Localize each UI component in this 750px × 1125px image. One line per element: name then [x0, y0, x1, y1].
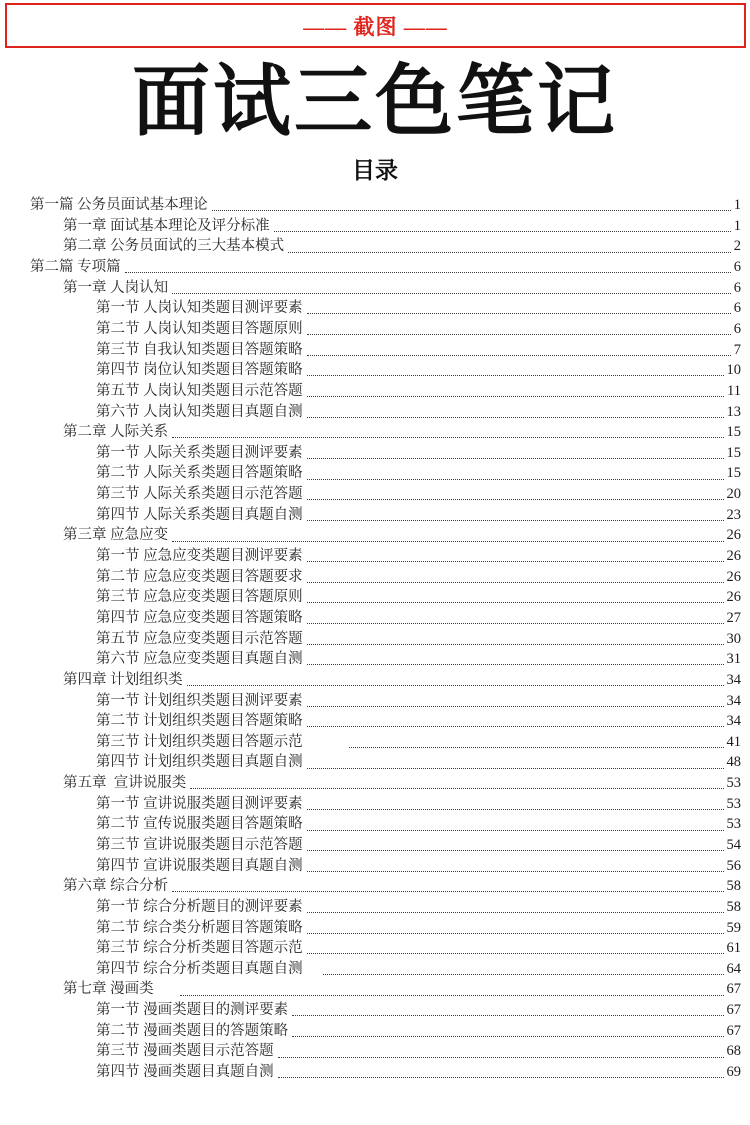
toc-entry — [30, 711, 741, 732]
toc-page-number: 10 — [726, 362, 741, 379]
toc-entry — [30, 236, 741, 257]
toc-entry-title: 第一节 综合分析题目的测评要素 — [96, 898, 303, 915]
toc-entry — [30, 608, 741, 629]
toc-page-number: 67 — [726, 1022, 741, 1039]
toc-dot-leader — [307, 726, 724, 727]
toc-entry — [30, 298, 741, 319]
toc-page-number: 15 — [726, 444, 741, 461]
toc-entry — [30, 670, 741, 691]
toc-entry-title: 第一节 人岗认知类题目测评要素 — [96, 300, 303, 317]
toc-gap — [303, 745, 345, 746]
toc-entry-title: 第二章 公务员面试的三大基本模式 — [63, 238, 285, 255]
toc-page-number: 11 — [727, 382, 741, 399]
toc-dot-leader — [307, 313, 731, 314]
toc-dot-leader — [292, 1036, 723, 1037]
toc-page-number: 53 — [726, 775, 741, 792]
toc-page-number: 27 — [726, 609, 741, 626]
toc-entry-title: 第四节 综合分析类题目真题自测 — [96, 960, 303, 977]
toc-dot-leader — [307, 582, 724, 583]
toc-entry — [30, 567, 741, 588]
toc-dot-leader — [307, 602, 724, 603]
toc-dot-leader — [307, 479, 724, 480]
toc-entry — [30, 546, 741, 567]
toc-page-number: 53 — [726, 816, 741, 833]
toc-entry — [30, 195, 741, 216]
toc-dot-leader — [307, 706, 724, 707]
toc-entry — [30, 402, 741, 423]
toc-entry — [30, 691, 741, 712]
toc-dot-leader — [187, 685, 724, 686]
toc-entry-title: 第一节 人际关系类题目测评要素 — [96, 444, 303, 461]
toc-entry-title: 第一章 人岗认知 — [63, 279, 169, 296]
toc-page-number: 58 — [726, 878, 741, 895]
toc-entry-title: 第一节 宣讲说服类题目测评要素 — [96, 795, 303, 812]
toc-dot-leader — [307, 520, 724, 521]
toc-page-number: 61 — [726, 940, 741, 957]
toc-entry — [30, 897, 741, 918]
toc-dot-leader — [307, 375, 724, 376]
toc-page-number: 26 — [726, 548, 741, 565]
toc-page-number: 34 — [726, 692, 741, 709]
toc-dot-leader — [307, 809, 724, 810]
toc-dot-leader — [307, 768, 724, 769]
toc-entry — [30, 278, 741, 299]
toc-entry — [30, 1000, 741, 1021]
toc-entry — [30, 1041, 741, 1062]
toc-page-number: 68 — [726, 1043, 741, 1060]
toc-entry-title: 第六节 人岗认知类题目真题自测 — [96, 403, 303, 420]
toc-entry-title: 第二篇 专项篇 — [30, 259, 121, 276]
toc-entry-title: 第四章 计划组织类 — [63, 671, 183, 688]
toc-entry-title: 第四节 岗位认知类题目答题策略 — [96, 362, 303, 379]
toc-page-number: 26 — [726, 589, 741, 606]
toc-entry — [30, 257, 741, 278]
toc-entry — [30, 340, 741, 361]
toc-entry-title: 第四节 应急应变类题目答题策略 — [96, 609, 303, 626]
toc-page-number: 34 — [726, 713, 741, 730]
screenshot-stamp-box — [5, 3, 746, 48]
toc-entry — [30, 360, 741, 381]
toc-entry-title: 第六章 综合分析 — [63, 878, 169, 895]
toc-entry-title: 第二节 人岗认知类题目答题原则 — [96, 320, 303, 337]
toc-dot-leader — [307, 830, 724, 831]
toc-entry — [30, 856, 741, 877]
toc-entry — [30, 1021, 741, 1042]
toc-dot-leader — [349, 747, 724, 748]
toc-entry — [30, 649, 741, 670]
toc-entry-title: 第四节 计划组织类题目真题自测 — [96, 754, 303, 771]
toc-dot-leader — [307, 850, 724, 851]
toc-entry — [30, 319, 741, 340]
toc-page-number: 26 — [726, 527, 741, 544]
toc-entry-title: 第四节 漫画类题目真题自测 — [96, 1064, 274, 1081]
toc-dot-leader — [307, 664, 724, 665]
toc-entry — [30, 463, 741, 484]
toc-page-number: 23 — [726, 506, 741, 523]
toc-dot-leader — [307, 458, 724, 459]
toc-page-number: 56 — [726, 857, 741, 874]
toc-dot-leader — [172, 891, 723, 892]
toc-dot-leader — [307, 871, 724, 872]
toc-dot-leader — [307, 355, 731, 356]
toc-entry-title: 第二节 宣传说服类题目答题策略 — [96, 816, 303, 833]
toc-entry-title: 第一节 计划组织类题目测评要素 — [96, 692, 303, 709]
toc-page-number: 20 — [726, 486, 741, 503]
toc-dot-leader — [307, 933, 724, 934]
toc-page-number: 69 — [726, 1064, 741, 1081]
toc-entry — [30, 794, 741, 815]
toc-dot-leader — [125, 272, 731, 273]
toc-entry-title: 第三节 自我认知类题目答题策略 — [96, 341, 303, 358]
toc-page-number: 30 — [726, 630, 741, 647]
toc-dot-leader — [307, 334, 731, 335]
toc-dot-leader — [307, 499, 724, 500]
toc-entry — [30, 443, 741, 464]
toc-entry — [30, 979, 741, 1000]
toc-dot-leader — [172, 293, 731, 294]
toc-entry-title: 第一节 漫画类题目的测评要素 — [96, 1002, 289, 1019]
toc-dot-leader — [307, 623, 724, 624]
toc-page-number: 54 — [726, 837, 741, 853]
toc-dot-leader — [278, 1057, 724, 1058]
toc-entry — [30, 876, 741, 897]
toc-page-number: 15 — [726, 424, 741, 441]
toc-entry — [30, 525, 741, 546]
toc-entry — [30, 484, 741, 505]
toc-page-number: 15 — [726, 465, 741, 482]
toc-entry — [30, 505, 741, 526]
toc-entry-title: 第二节 人际关系类题目答题策略 — [96, 465, 303, 482]
toc-entry-title: 第一篇 公务员面试基本理论 — [30, 197, 208, 214]
toc-entry-title: 第二章 人际关系 — [63, 424, 169, 441]
toc-entry — [30, 629, 741, 650]
toc-page-number: 53 — [726, 795, 741, 812]
toc-page-number: 31 — [726, 651, 741, 668]
toc-heading: 目录 — [352, 158, 398, 184]
toc-entry-title: 第三节 应急应变类题目答题原则 — [96, 589, 303, 606]
toc-page-number: 64 — [726, 960, 741, 977]
document-title: 面试三色笔记 — [131, 58, 618, 145]
toc-dot-leader — [190, 788, 723, 789]
toc-page-number: 67 — [726, 981, 741, 998]
toc-entry-title: 第四节 人际关系类题目真题自测 — [96, 506, 303, 523]
toc-entry — [30, 773, 741, 794]
toc-page-number: 7 — [733, 341, 741, 358]
toc-entry-title: 第七章 漫画类 — [63, 981, 154, 998]
toc-entry — [30, 938, 741, 959]
toc-entry — [30, 216, 741, 237]
toc-dot-leader — [307, 644, 724, 645]
toc-entry — [30, 381, 741, 402]
toc-page-number: 58 — [726, 898, 741, 915]
toc-entry-title: 第五章 宣讲说服类 — [63, 775, 187, 792]
toc-page-number: 2 — [733, 238, 741, 255]
toc-entry-title: 第一章 面试基本理论及评分标准 — [63, 217, 270, 234]
toc-entry-title: 第二节 漫画类题目的答题策略 — [96, 1022, 289, 1039]
toc-dot-leader — [288, 252, 731, 253]
toc-page-number: 59 — [726, 919, 741, 936]
toc-dot-leader — [212, 210, 731, 211]
toc-page-number: 6 — [733, 300, 741, 317]
document-page — [0, 3, 750, 1125]
toc-dot-leader — [307, 561, 724, 562]
toc-dot-leader — [307, 912, 724, 913]
toc-entry-title: 第二节 综合类分析题目答题策略 — [96, 919, 303, 936]
toc-dot-leader — [172, 541, 723, 542]
toc-dot-leader — [307, 953, 724, 954]
toc-page-number: 1 — [733, 197, 741, 214]
toc-page-number: 6 — [733, 279, 741, 296]
toc-entry — [30, 918, 741, 939]
toc-gap — [154, 992, 176, 993]
toc-entry-title: 第二节 应急应变类题目答题要求 — [96, 568, 303, 585]
toc-entry-title: 第六节 应急应变类题目真题自测 — [96, 651, 303, 668]
toc-entry-title: 第三节 人际关系类题目示范答题 — [96, 486, 303, 503]
toc-dot-leader — [307, 396, 724, 397]
toc-entry-title: 第三节 漫画类题目示范答题 — [96, 1043, 274, 1060]
toc-entry-title: 第一节 应急应变类题目测评要素 — [96, 548, 303, 565]
toc-dot-leader — [180, 995, 724, 996]
toc-list — [30, 195, 741, 1083]
toc-page-number: 34 — [726, 671, 741, 688]
toc-dot-leader — [323, 974, 724, 975]
toc-dot-leader — [278, 1077, 724, 1078]
toc-entry — [30, 587, 741, 608]
toc-page-number: 1 — [733, 217, 741, 234]
toc-entry — [30, 752, 741, 773]
toc-gap — [303, 972, 319, 973]
toc-entry-title: 第三章 应急应变 — [63, 527, 169, 544]
screenshot-stamp-label: —— 截图 —— — [303, 14, 448, 39]
toc-dot-leader — [274, 231, 731, 232]
toc-entry-title: 第三节 综合分析类题目答题示范 — [96, 940, 303, 957]
toc-entry-title: 第五节 应急应变类题目示范答题 — [96, 630, 303, 647]
toc-entry-title: 第二节 计划组织类题目答题策略 — [96, 713, 303, 730]
toc-entry — [30, 422, 741, 443]
toc-page-number: 13 — [726, 403, 741, 420]
toc-entry — [30, 1062, 741, 1083]
toc-entry-title: 第四节 宣讲说服类题目真题自测 — [96, 857, 303, 874]
toc-page-number: 6 — [733, 259, 741, 276]
toc-entry — [30, 814, 741, 835]
toc-page-number: 67 — [726, 1002, 741, 1019]
toc-entry — [30, 835, 741, 856]
toc-page-number: 26 — [726, 568, 741, 585]
toc-entry-title: 第三节 宣讲说服类题目示范答题 — [96, 837, 303, 853]
toc-page-number: 48 — [726, 754, 741, 771]
toc-page-number: 41 — [726, 733, 741, 750]
toc-dot-leader — [172, 437, 723, 438]
toc-dot-leader — [307, 417, 724, 418]
toc-entry — [30, 959, 741, 980]
toc-page-number: 6 — [733, 320, 741, 337]
toc-dot-leader — [292, 1015, 723, 1016]
toc-entry — [30, 732, 741, 753]
toc-entry-title: 第三节 计划组织类题目答题示范 — [96, 733, 303, 750]
toc-entry-title: 第五节 人岗认知类题目示范答题 — [96, 382, 303, 399]
